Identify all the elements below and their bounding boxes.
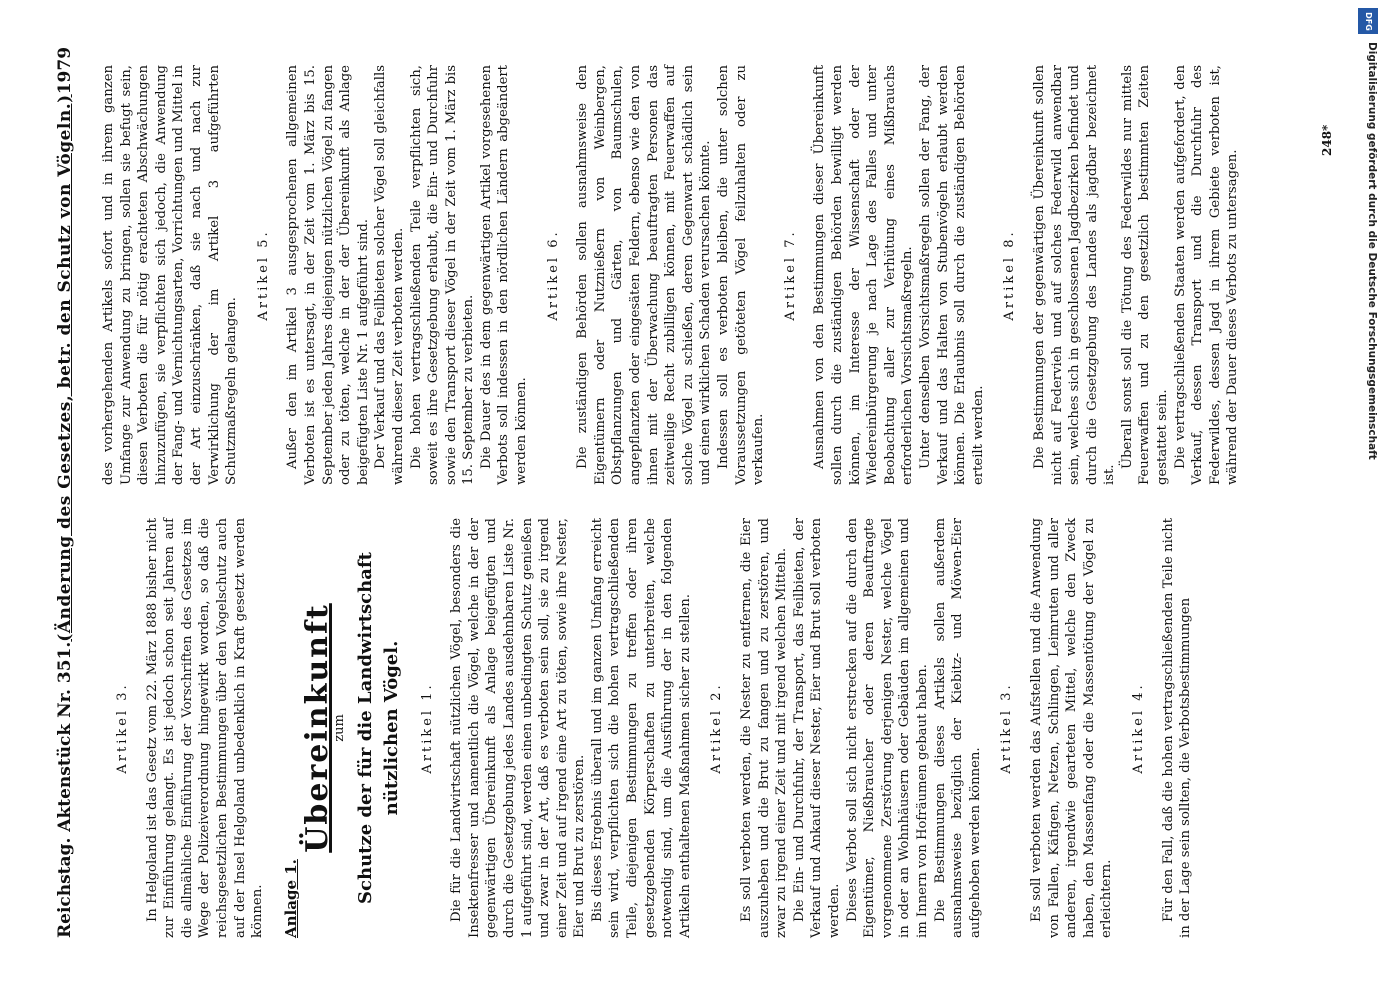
artikel-heading: Artikel 7. bbox=[782, 229, 798, 321]
paragraph: Die hohen vertragschließenden Teile verpflichten sich, soweit es ihre Gesetzgebung erlaubt, die Ein- und Durchfuhr sowie den Transport dieser Vögel in der Zeit vom 1. März bis 15. September zu verbieten. bbox=[408, 65, 477, 485]
paragraph: Es soll verboten werden das Aufstellen und die Anwendung von Fallen, Käfigen, Netzen, Schlingen, Leimruten und aller anderen, irgendwie gearteten Mittel, welche den Zweck haben, den Massenfang oder die Massentötung der Vögel zu erleichtern. bbox=[1028, 518, 1115, 938]
paragraph: Die Ein- und Durchfuhr, der Transport, das Feilbieten, der Verkauf und Ankauf dieser Nester, Eier und Brut soll verboten werden. bbox=[791, 518, 842, 938]
artikel-heading: Artikel 6. bbox=[545, 229, 561, 321]
paragraph: Die zuständigen Behörden sollen ausnahmsweise den Eigentümern oder Nutznießern von Weinbergen, Obstpflanzungen und Gärten, von Baumschulen, angepflanzten oder eingesäten Feldern, ebenso wie den von ihnen mit der Überwachung beauftragten Personen das zeitweilige Recht zubilligen können, mit Feuerwaffen auf solche Vögel zu schießen, deren Gegenwart schädlich sein und einen wirklichen Schaden verursachen könnte. bbox=[575, 65, 714, 485]
dfg-logo-icon bbox=[1358, 8, 1378, 34]
paragraph: Es soll verboten werden, die Nester zu entfernen, die Eier auszuheben und die Brut zu fangen und zu zerstören, und zwar zu irgend einer Zeit und mit irgend welchen Mitteln. bbox=[739, 518, 790, 938]
document-title: Übereinkunft bbox=[300, 603, 336, 853]
dfg-logo-text: DFG bbox=[1363, 11, 1373, 31]
paragraph: Ausnahmen von den Bestimmungen dieser Übereinkunft sollen durch die zuständigen Behörden bewilligt werden können, im Interesse der Wissenschaft oder der Wiedereinbürgerung je nach Lage des Falles und unter Beobachtung aller zur Verhütung eines Mißbrauchs erforderlichen Vorsichtsmaßregeln. bbox=[812, 65, 916, 485]
left-column bbox=[100, 518, 1195, 938]
artikel-heading: Artikel 3. bbox=[999, 682, 1015, 774]
funding-notice: Digitalisierung gefördert durch die Deutsche Forschungsgemeinschaft bbox=[1366, 42, 1378, 460]
paragraph: des vorhergehenden Artikels sofort und in ihrem ganzen Umfange zur Anwendung zu bringen, sollen sie befugt sein, diesen Verboten die für nötig erachteten Abschwächungen hinzuzufügen, sie verpflichten sich jedoch, die Anwendung der Fang- und Vernichtungsarten, Vorrichtungen und Mittel in der Art einzuschränken, daß sie nach und nach zur Verwirklichung der im Artikel 3 aufgeführten Schutzmaßregeln gelangen. bbox=[101, 65, 240, 485]
header-left: Reichstag. Aktenstück Nr. 351. bbox=[55, 641, 75, 938]
dfg-stamp bbox=[1358, 8, 1378, 988]
paragraph: Der Verkauf und das Feilbieten solcher Vögel soll gleichfalls während dieser Zeit verboten werden. bbox=[373, 65, 406, 485]
artikel-heading: Artikel 5. bbox=[255, 229, 271, 321]
anlage-line bbox=[283, 518, 302, 938]
paragraph: Überall sonst soll die Tötung des Federwildes nur mittels Feuerwaffen und zu den gesetzlich bestimmten Zeiten gestattet sein. bbox=[1119, 65, 1171, 485]
paragraph: Indessen soll es verboten bleiben, die unter solchen Voraussetzungen getöteten Vögel feilzuhalten oder zu verkaufen. bbox=[716, 65, 767, 485]
footer-page-number: 248* bbox=[1320, 124, 1334, 156]
artikel-heading: Artikel 3. bbox=[115, 682, 130, 774]
artikel-heading: Artikel 2. bbox=[709, 682, 725, 774]
paragraph: Die Dauer des in dem gegenwärtigen Artikel vorgesehenen Verbots soll indessen in den nördlichen Ländern abgeändert werden können. bbox=[478, 65, 530, 485]
paragraph: Die Bestimmungen der gegenwärtigen Übereinkunft sollen nicht auf Federvieh und auf solches Federwild anwendbar sein, welches sich in geschlossenen Jagdbezirken befindet und durch die Gesetzgebung des Landes als jagdbar bezeichnet ist. bbox=[1031, 65, 1118, 485]
paragraph: Unter denselben Vorsichtsmaßregeln sollen der Fang, der Verkauf und das Halten von Stubenvögeln erlaubt werden können. Die Erlaubnis soll durch die zuständigen Behörden erteilt werden. bbox=[917, 65, 986, 485]
paragraph: Die für die Landwirtschaft nützlichen Vögel, besonders die Insektenfresser und namentlich die Vögel, welche in der der gegenwärtigen Übereinkunft als Anlage beigefügten und durch die Gesetzgebung jedes Landes ausdehnbaren Liste Nr. 1 aufgeführt sind, werden einen unbedingten Schutz genießen und zwar in der Art, daß es verboten sein soll, sie zu irgend einer Zeit und auf irgend eine Art zu töten, sowie ihre Nester, Eier und Brut zu zerstören. bbox=[449, 518, 588, 938]
header-title: (Änderung des Gesetzes, betr. den Schutz von Vögeln.) bbox=[55, 94, 75, 642]
header-page-number: 1979 bbox=[55, 46, 75, 95]
paragraph: Für den Fall, daß die hohen vertragschließenden Teile nicht in der Lage sein sollten, die Verbotsbestimmungen bbox=[1160, 518, 1194, 938]
paragraph: Dieses Verbot soll sich nicht erstrecken auf die durch den Eigentümer, Nießbraucher oder deren Beauftragte vorgenommene Zerstörung derjenigen Nester, welche Vögel in oder an Wohnhäusern oder Gebäuden im allgemeinen und im Innern von Hofräumen gebaut haben. bbox=[844, 518, 930, 938]
right-column bbox=[100, 65, 1242, 485]
artikel-heading: Artikel 4. bbox=[1130, 682, 1146, 774]
artikel-heading: Artikel 1. bbox=[419, 682, 435, 774]
paragraph: In Helgoland ist das Gesetz vom 22. März 1888 bisher nicht zur Einführung gelangt. Es ist jedoch schon seit Jahren auf die allmähliche Einführung der Vorschriften des Gesetzes im Wege der Polizeiverordnung hingewirkt worden, so daß die reichsgesetzlichen Bestimmungen über den Vogelschutz auch auf der Insel Helgoland unbedenklich in Kraft gesetzt werden können. bbox=[144, 518, 266, 938]
paragraph: Die vertragschließenden Staaten werden aufgefordert, den Verkauf, dessen Transport und die Durchfuhr des Federwildes, dessen Jagd in ihrem Gebiete verboten ist, während der Dauer dieses Verbots zu untersagen. bbox=[1172, 65, 1241, 485]
paragraph: Bis dieses Ergebnis überall und im ganzen Umfang erreicht sein wird, verpflichten sich die hohen vertragschließenden Teile, diejenigen Bestimmungen zu treffen oder ihren gesetzgebenden Körperschaften zu unterbreiten, welche notwendig sind, um die Ausführung der in den folgenden Artikeln enthaltenen Maßnahmen sicher zu stellen. bbox=[589, 518, 693, 938]
title-connector: zum bbox=[331, 714, 347, 742]
paragraph: Außer den im Artikel 3 ausgesprochenen allgemeinen Verboten ist es untersagt, in der Zeit vom 1. März bis 15. September jeden Jahres diejenigen nützlichen Vögel zu fangen oder zu töten, welche in der der Übereinkunft als Anlage beigefügten Liste Nr. 1 aufgeführt sind. bbox=[285, 65, 371, 485]
paragraph: Die Bestimmungen dieses Artikels sollen außerdem ausnahmsweise bezüglich der Kiebitz- und Möwen-Eier aufgehoben werden können. bbox=[932, 518, 983, 938]
anlage-label: Anlage 1. bbox=[281, 859, 300, 938]
page-header bbox=[55, 46, 89, 938]
artikel-heading: Artikel 8. bbox=[1002, 229, 1018, 321]
document-subtitle: Schutze der für die Landwirtschaft nützlichen Vögel. bbox=[354, 552, 402, 904]
